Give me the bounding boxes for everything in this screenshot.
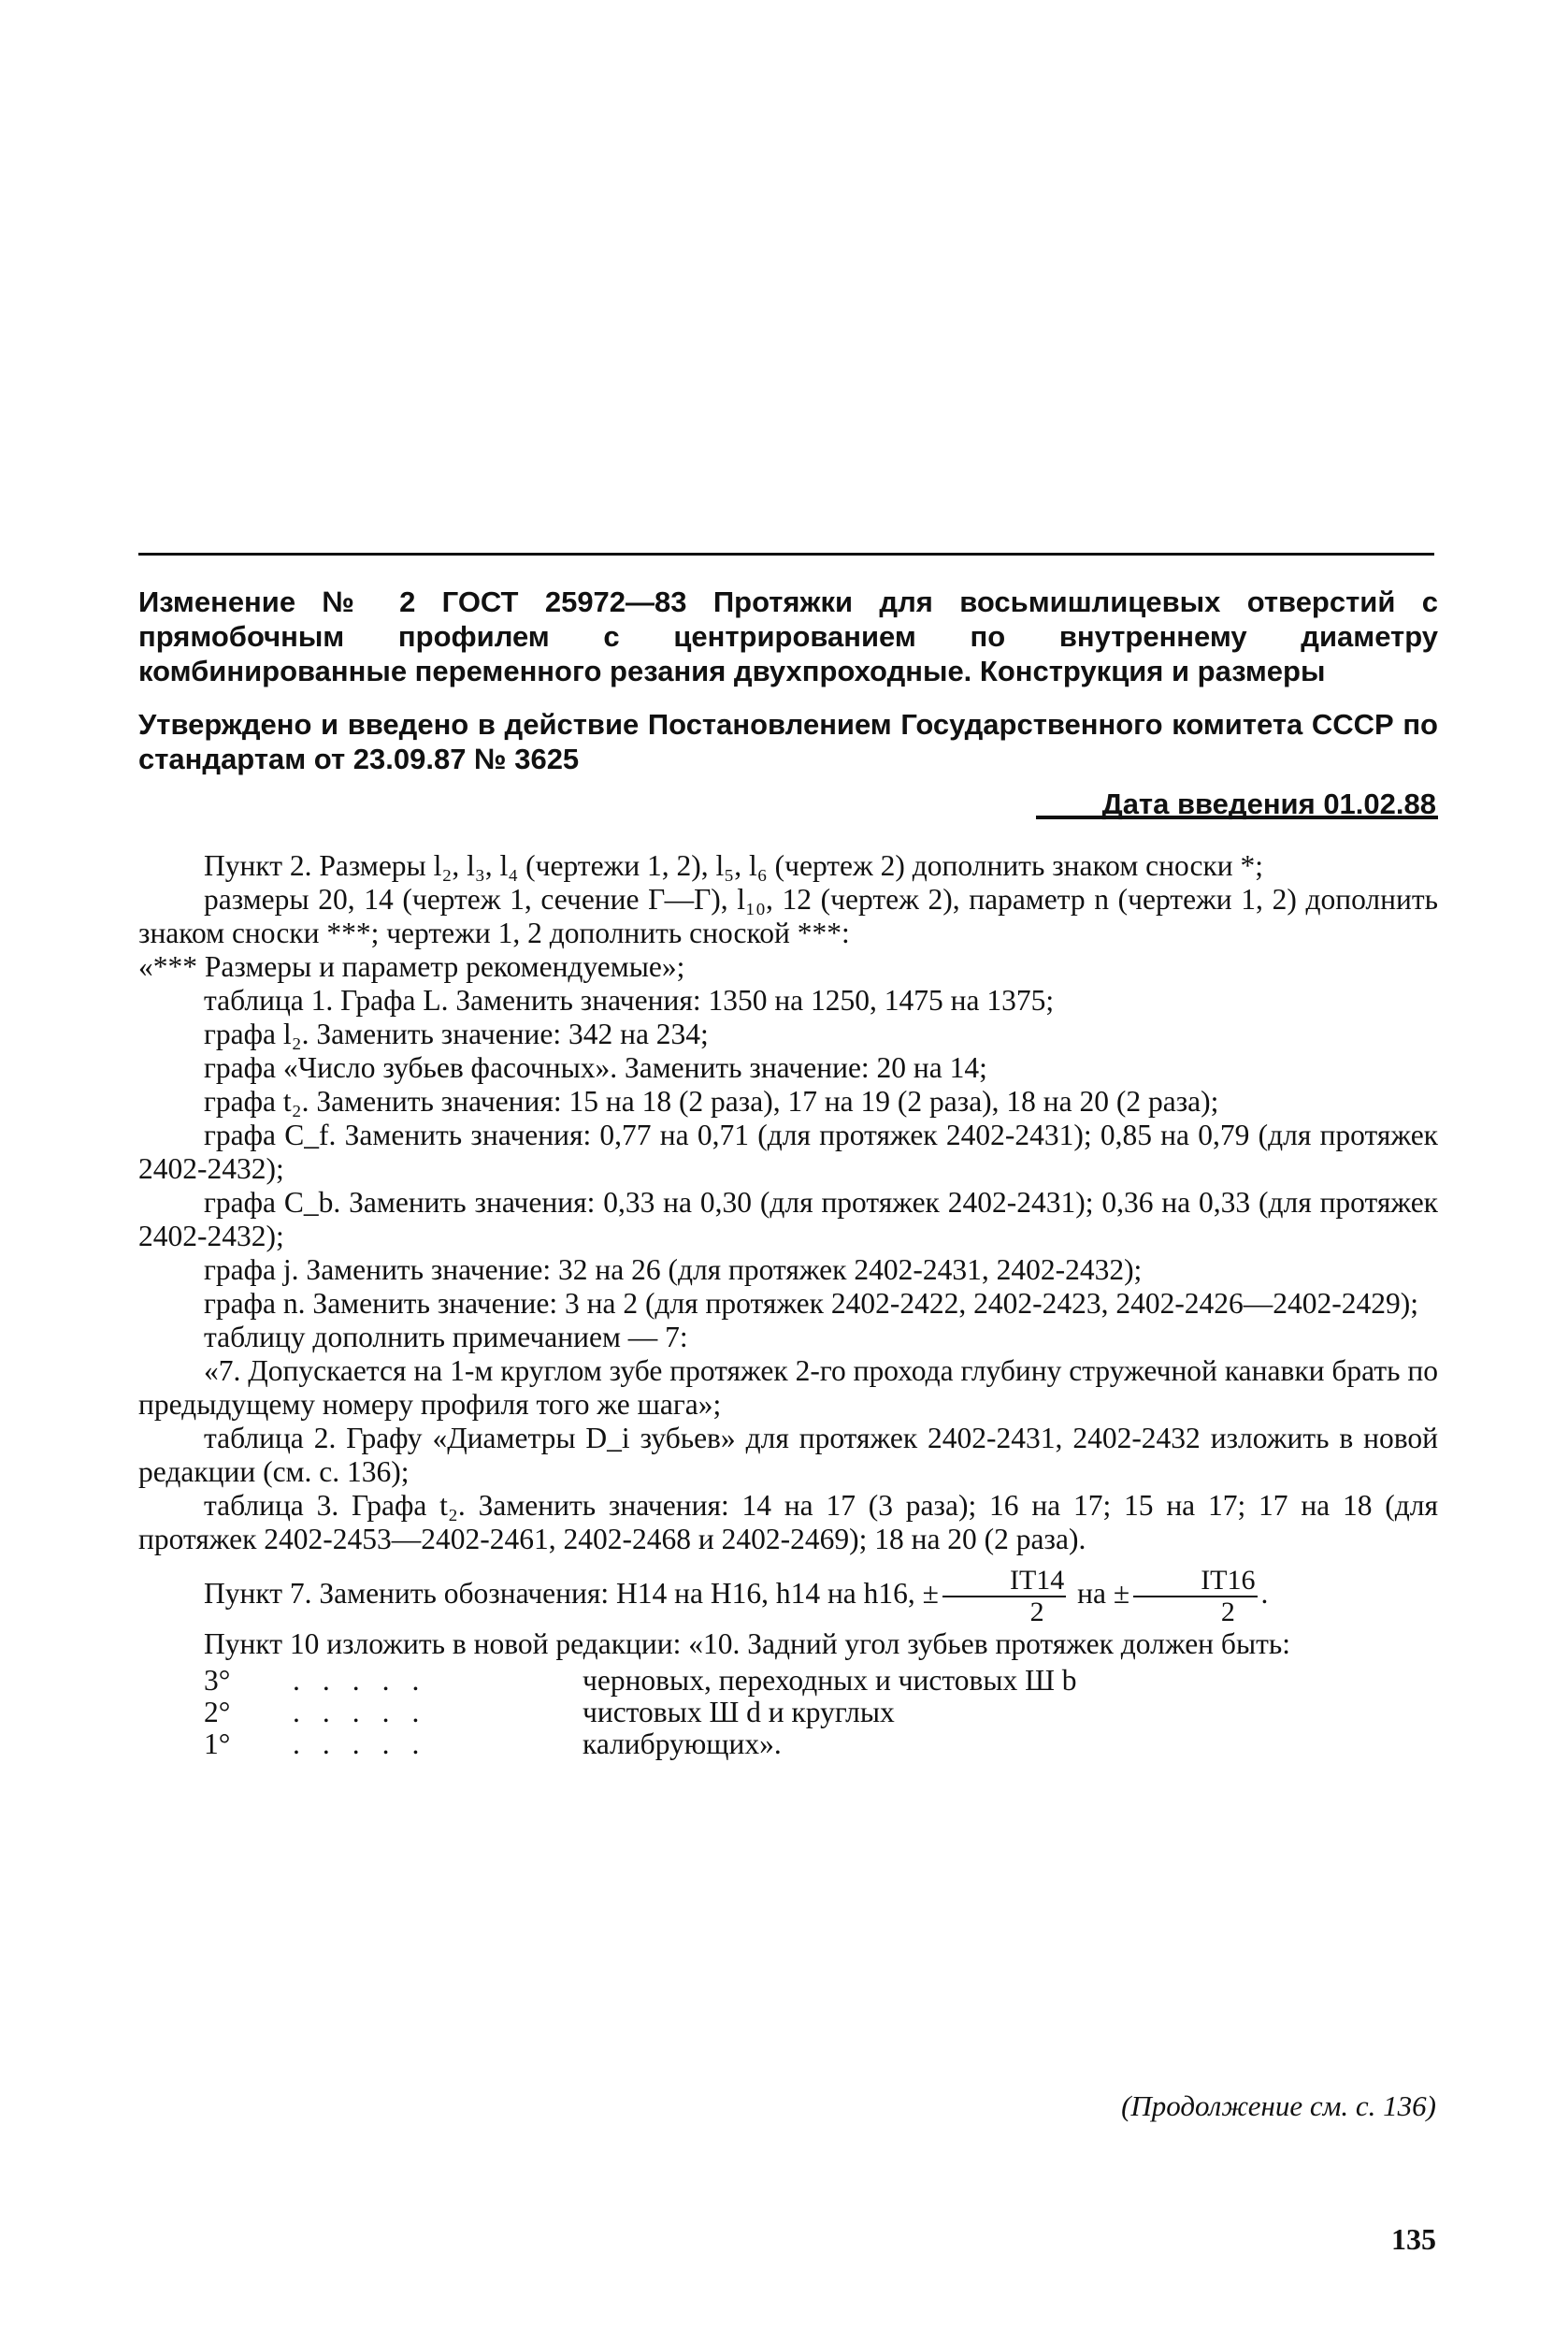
paragraph: Пункт 2. Размеры l₂, l₃, l₄ (чертежи 1, 2), l₅, l₆ (чертеж 2) дополнить знаком сноски *; — [204, 849, 1264, 882]
punkt-7-text: Пункт 7. Заменить обозначения: Н14 на Н16, h14 на h16, — [204, 1577, 915, 1611]
angle-degree: 3° — [204, 1664, 231, 1697]
leader-dots: ..... — [293, 1664, 442, 1697]
plus-minus-sign: ± — [1113, 1577, 1130, 1611]
paragraph: графа t₂. Заменить значения: 15 на 18 (2 раза), 17 на 19 (2 раза), 18 на 20 (2 раза); — [204, 1085, 1219, 1118]
continuation-note: (Продолжение см. с. 136) — [1121, 2089, 1436, 2122]
paragraph: размеры 20, 14 (чертеж 1, сечение Г—Г), l₁₀, 12 (чертеж 2), параметр n (чертежи 1, 2) дополнить знаком сноски ***; чертежи 1, 2 дополнить сноской ***: — [138, 883, 1438, 949]
paragraph: графа «Число зубьев фасочных». Заменить значение: 20 на 14; — [204, 1051, 987, 1084]
angle-description: черновых, переходных и чистовых Ш b — [583, 1664, 1077, 1697]
leader-dots: ..... — [293, 1727, 442, 1760]
angle-degree: 1° — [204, 1727, 231, 1760]
document-header — [138, 585, 1438, 776]
paragraph: «*** Размеры и параметр рекомендуемые»; — [138, 950, 685, 983]
paragraph: графа n. Заменить значение: 3 на 2 (для протяжек 2402-2422, 2402-2423, 2402-2426—2402-2429); — [204, 1287, 1419, 1320]
amendment-title: Изменение № 2 ГОСТ 25972—83 Протяжки для восьмишлицевых отверстий с прямобочным профилем с центрированием по внутреннему диаметру комбинированные переменного резания двухпроходные. Конструкция и размеры — [138, 585, 1438, 687]
paragraph: графа C_b. Заменить значения: 0,33 на 0,30 (для протяжек 2402-2431); 0,36 на 0,33 (для протяжек 2402-2432); — [138, 1186, 1438, 1252]
angle-description: чистовых Ш d и круглых — [583, 1696, 895, 1728]
fraction-it14 — [942, 1566, 1066, 1627]
angle-degree: 2° — [204, 1696, 231, 1728]
angle-row — [138, 1728, 1438, 1760]
leader-dots: ..... — [293, 1696, 442, 1728]
paragraph: графа j. Заменить значение: 32 на 26 (для протяжек 2402-2431, 2402-2432); — [204, 1253, 1143, 1286]
document-body — [138, 849, 1438, 1760]
punkt-7-end: . — [1260, 1577, 1269, 1611]
fraction-denominator: 2 — [1220, 1597, 1235, 1627]
punkt-7-paragraph — [138, 1566, 1438, 1627]
fraction-numerator: IT14 — [942, 1566, 1066, 1597]
angle-description: калибрующих». — [583, 1727, 782, 1760]
top-rule — [138, 553, 1434, 556]
fraction-denominator: 2 — [1029, 1597, 1044, 1627]
date-underline — [1036, 816, 1438, 819]
introduction-date: Дата введения 01.02.88 — [1101, 788, 1436, 820]
fraction-it16 — [1133, 1566, 1257, 1627]
plus-minus-sign: ± — [922, 1577, 939, 1611]
punkt-10-paragraph: Пункт 10 изложить в новой редакции: «10. Задний угол зубьев протяжек должен быть: — [204, 1627, 1290, 1660]
paragraph: таблица 1. Графа L. Заменить значения: 1350 на 1250, 1475 на 1375; — [204, 984, 1055, 1017]
paragraph: таблицу дополнить примечанием — 7: — [204, 1321, 688, 1353]
paragraph: «7. Допускается на 1-м круглом зубе протяжек 2-го прохода глубину стружечной канавки брать по предыдущему номеру профиля того же шага»; — [138, 1354, 1438, 1421]
punkt-7-connector: на — [1077, 1577, 1107, 1611]
angle-row — [138, 1697, 1438, 1728]
angle-row — [138, 1665, 1438, 1697]
page-number: 135 — [1391, 2222, 1436, 2256]
approval-statement: Утверждено и введено в действие Постановлением Государственного комитета СССР по стандартам от 23.09.87 № 3625 — [138, 708, 1438, 775]
paragraph: таблица 3. Графа t₂. Заменить значения: 14 на 17 (3 раза); 16 на 17; 15 на 17; 17 на 18 (для протяжек 2402-2453—2402-2461, 2402-2468 и 2402-2469); 18 на 20 (2 раза). — [138, 1489, 1438, 1555]
paragraph: графа C_f. Заменить значения: 0,77 на 0,71 (для протяжек 2402-2431); 0,85 на 0,79 (для протяжек 2402-2432); — [138, 1119, 1438, 1185]
paragraph: таблица 2. Графу «Диаметры D_i зубьев» для протяжек 2402-2431, 2402-2432 изложить в новой редакции (см. с. 136); — [138, 1422, 1438, 1488]
paragraph: графа l₂. Заменить значение: 342 на 234; — [204, 1018, 709, 1050]
angle-list — [138, 1665, 1438, 1760]
fraction-numerator: IT16 — [1133, 1566, 1257, 1597]
